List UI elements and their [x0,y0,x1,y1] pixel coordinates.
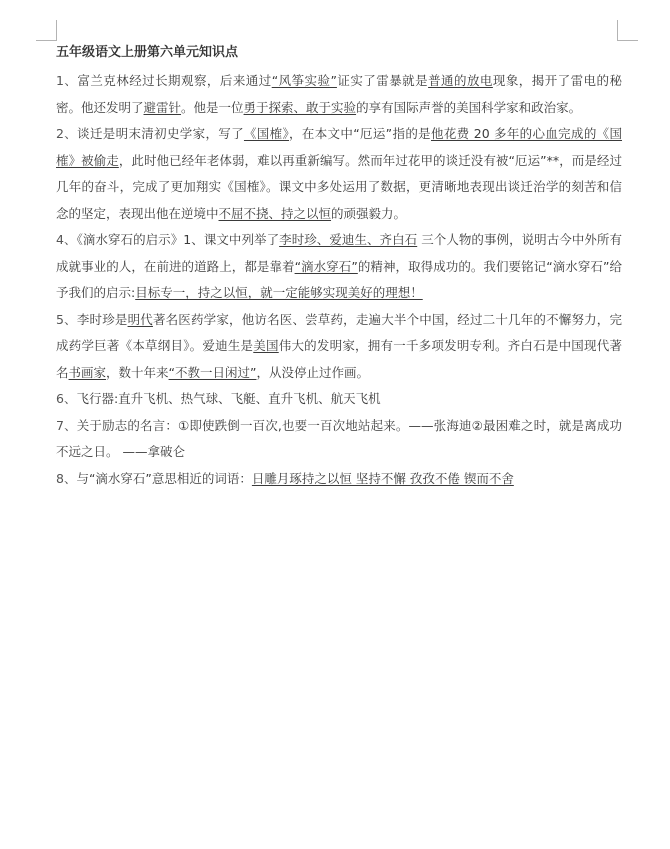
item-text: 与“滴水穿石”意思相近的词语： [76,470,252,486]
item-text: 伟大的发明家，拥有一千多项发明专利。齐白石是中国现代著名 [56,338,622,380]
underlined-key-phrase: 避雷针 [143,99,182,115]
underlined-key-phrase: 目标专一，持之以恒，就一定能够实现美好的理想！ [135,285,423,300]
item-text: 现象，揭开了雷电的秘密。他还发明了 [56,73,622,115]
underlined-key-phrase: 李时珍、爱迪生、齐白石 [279,232,418,247]
underlined-key-phrase: 不屈不挠、持之以恒 [218,205,332,221]
knowledge-point [56,386,622,413]
item-text: 富兰克林经过长期观察，后来通过 [77,73,272,88]
item-number: 2、 [56,126,78,141]
item-number: 8、 [56,470,77,486]
underlined-key-phrase: 美国 [253,338,279,353]
item-number: 4、 [56,232,77,247]
underlined-key-phrase: 日雕月琢持之以恒 坚持不懈 孜孜不倦 锲而不舍 [251,470,514,486]
crop-mark-top-right [617,20,638,41]
knowledge-point [56,413,622,466]
item-text: 《滴水穿石的启示》1、课文中列举了 [76,232,280,247]
item-text: ，此时他已经年老体弱，难以再重新编写。然而年过花甲的谈迁没有被“厄运”**，而是经过几年的奋斗，完成了更加翔实《国榷》。课文中多处运用了数据，更清晰地表现出谈迁治学的刻苦和信念的坚定，表现出他在逆境中 [56,152,622,221]
knowledge-point-list [56,68,622,492]
underlined-key-phrase: “滴水穿石” [294,258,358,274]
underlined-key-phrase: 普通的 [428,73,467,88]
knowledge-point [56,121,622,227]
underlined-key-phrase: “风筝实验” [271,73,337,88]
item-text: 关于励志的名言：①即使跌倒一百次,也要一百次地站起来。——张海迪②最困难之时，就是离成功不远之日。 ——拿破仑 [56,417,623,459]
item-text: 飞行器:直升飞机、热气球、飞艇、直升飞机、航天飞机 [76,391,381,406]
knowledge-point [56,466,622,493]
item-number: 6、 [56,391,77,406]
underlined-key-phrase: 勇于探索、敢于实验 [243,99,357,115]
item-text: 的精神，取得成功的。我们要铭记“滴水穿石”给予我们的启示: [56,258,622,300]
document-title: 五年级语文上册第六单元知识点 [56,45,239,60]
item-number: 5、 [56,311,77,327]
item-text: 三个人物的事例，说明古今中外所有成就事业的人，在前进的道路上，都是靠着 [56,232,622,274]
item-text: 的享有国际声誉的美国科学家和政治家。 [356,99,582,115]
underlined-key-phrase: “不教一日闲过” [168,364,257,380]
underlined-key-phrase: 明代 [127,311,153,327]
underlined-key-phrase: 《国榷》 [243,126,290,141]
item-text: ，从没停止过作画。 [256,364,370,380]
item-number: 7、 [56,417,77,433]
item-text: 证实了雷暴就是 [336,73,429,88]
item-text: 李时珍是 [76,311,128,327]
item-text: 的顽强毅力。 [331,205,407,221]
item-text: ，在本文中“厄运”指的是 [289,126,431,141]
item-text: 著名医药学家，他访名医、尝草药，走遍大半个中国，经过二十几年的不懈努力，完成药学巨著《本草纲目》。爱迪生是 [56,311,622,353]
knowledge-point [56,68,622,121]
item-text: 。他是一位 [181,99,244,115]
underlined-key-phrase: 书画家 [68,364,107,380]
underlined-key-phrase: 他花费 20 多年的心血完成的《国榷》被偷走 [56,126,623,168]
item-text: ，数十年来 [106,364,169,380]
knowledge-point [56,307,622,387]
item-number: 1、 [56,73,78,88]
knowledge-point [56,227,622,307]
item-text: 谈迁是明末清初史学家，写了 [77,126,244,141]
underlined-key-phrase: 放电 [466,73,493,88]
document-body [56,42,622,492]
crop-mark-top-left [36,20,57,41]
